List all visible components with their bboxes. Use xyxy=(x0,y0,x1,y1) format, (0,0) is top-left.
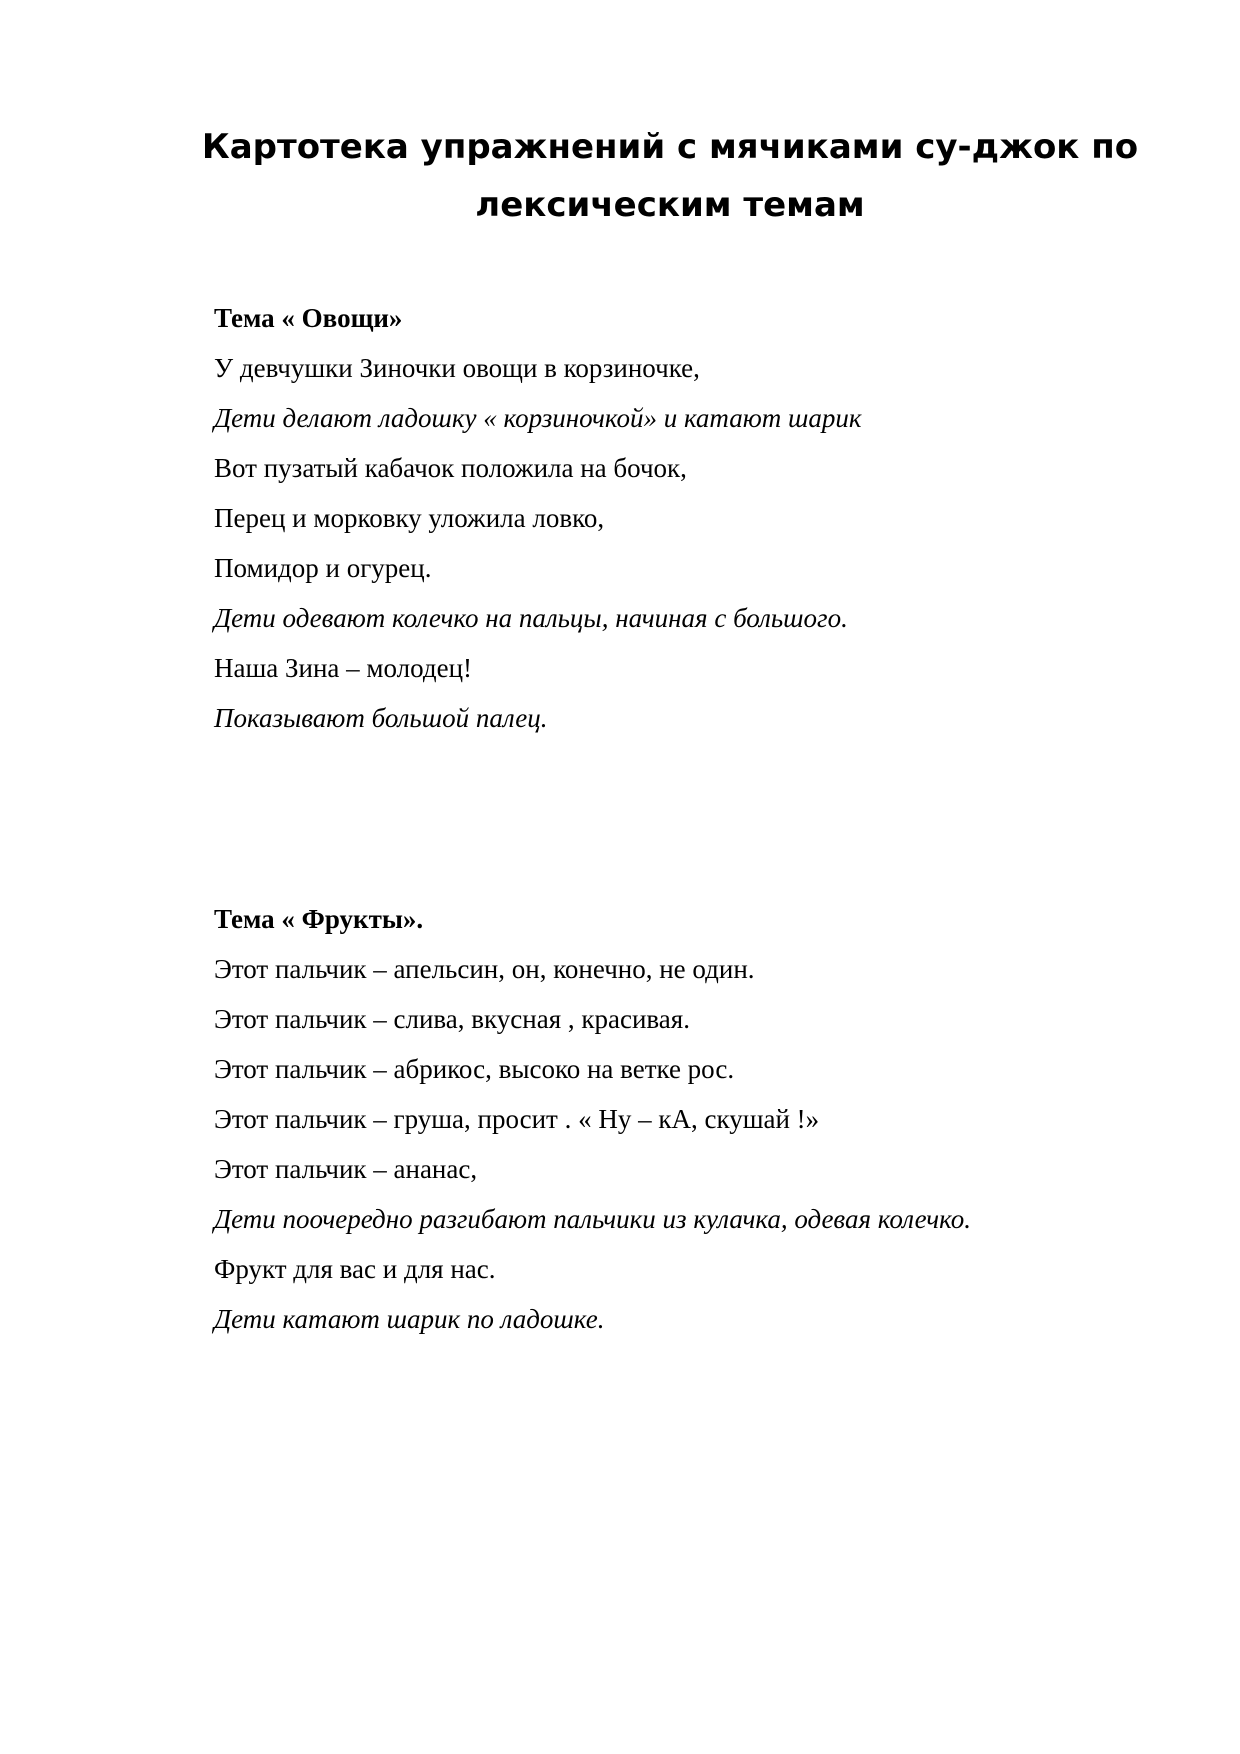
instruction-line: Дети поочередно разгибают пальчики из кулачка, одевая колечко. xyxy=(214,1204,972,1234)
poem-line: Помидор и огурец. xyxy=(214,553,432,583)
poem-line: Этот пальчик – груша, просит . « Ну – кА, скушай !» xyxy=(214,1104,820,1134)
document-title xyxy=(140,118,1200,234)
document-title-line-2: лексическим темам xyxy=(475,185,865,225)
instruction-line: Показывают большой палец. xyxy=(214,703,548,733)
document-title-line-1: Картотека упражнений с мячиками су-джок по xyxy=(201,127,1139,167)
poem-line: Этот пальчик – абрикос, высоко на ветке рос. xyxy=(214,1054,735,1084)
poem-line: Перец и морковку уложила ловко, xyxy=(214,503,605,533)
instruction-line: Дети делают ладошку « корзиночкой» и катают шарик xyxy=(214,403,862,433)
poem-line: У девчушки Зиночки овощи в корзиночке, xyxy=(214,353,700,383)
section-heading: Тема « Овощи» xyxy=(214,303,403,333)
instruction-line: Дети катают шарик по ладошке. xyxy=(214,1304,605,1334)
poem-line: Вот пузатый кабачок положила на бочок, xyxy=(214,453,687,483)
poem-line: Наша Зина – молодец! xyxy=(214,653,473,683)
poem-line: Этот пальчик – слива, вкусная , красивая. xyxy=(214,1004,690,1034)
section-vegetables xyxy=(214,293,1194,743)
poem-line: Этот пальчик – ананас, xyxy=(214,1154,478,1184)
instruction-line: Дети одевают колечко на пальцы, начиная с большого. xyxy=(214,603,848,633)
poem-line: Этот пальчик – апельсин, он, конечно, не один. xyxy=(214,954,755,984)
section-fruits xyxy=(214,894,1194,1344)
section-heading: Тема « Фрукты». xyxy=(214,904,424,934)
poem-line: Фрукт для вас и для нас. xyxy=(214,1254,496,1284)
